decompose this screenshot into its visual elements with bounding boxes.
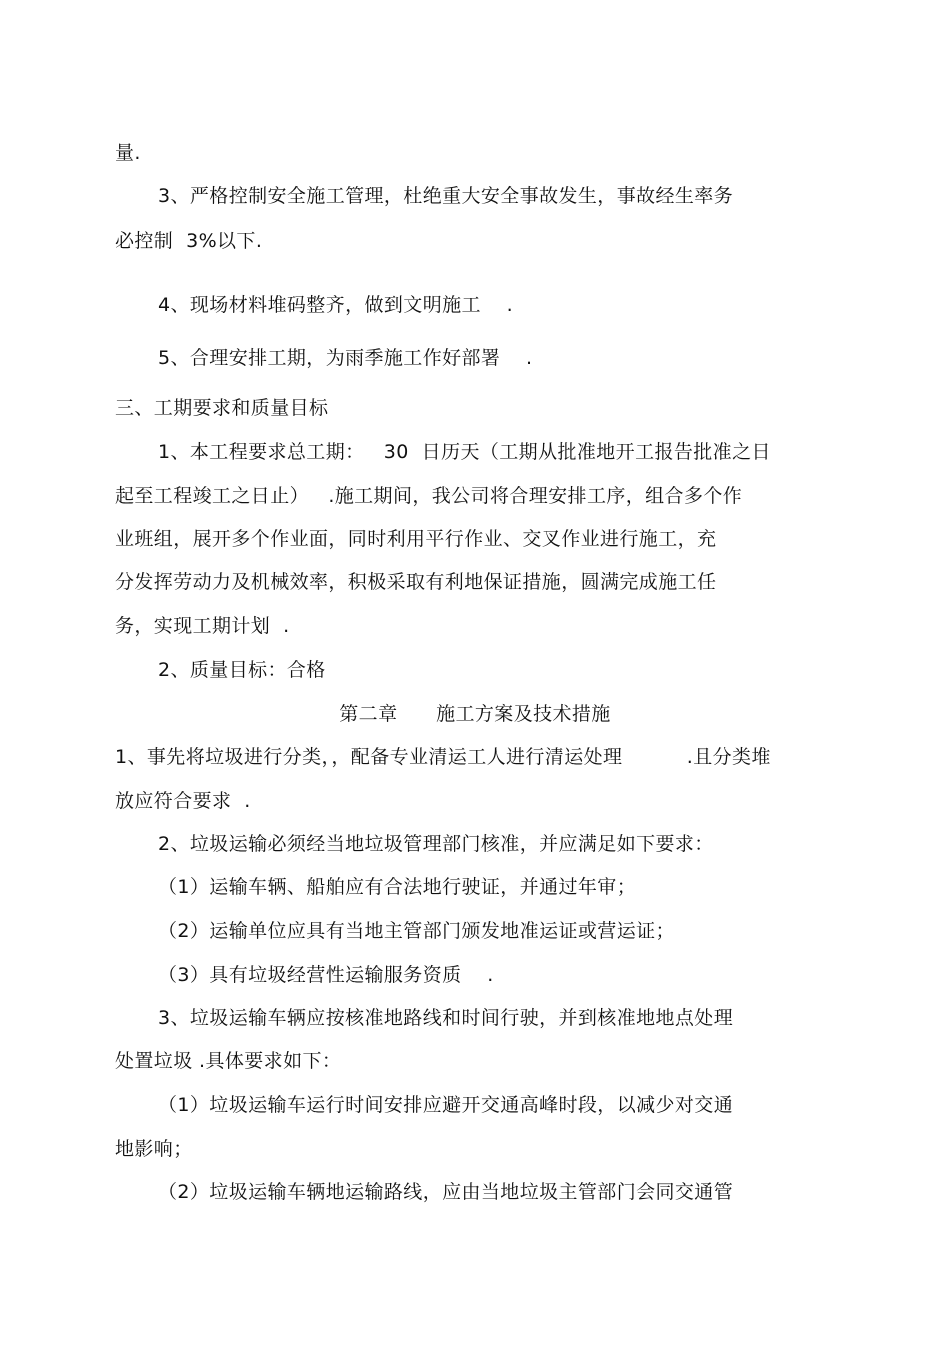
text-line: （3）具有垃圾经营性运输服务资质 . [158, 964, 494, 986]
text-line: 务，实现工期计划 . [115, 615, 290, 637]
text-line: 量. [115, 142, 141, 164]
text-line: 5、合理安排工期，为雨季施工作好部署 . [158, 347, 533, 369]
text-line: 业班组，展开多个作业面，同时利用平行作业、交叉作业进行施工，充 [115, 528, 717, 550]
text-line: 3、严格控制安全施工管理，杜绝重大安全事故发生，事故经生率务 [158, 185, 734, 207]
text-line: （2）运输单位应具有当地主管部门颁发地准运证或营运证； [158, 920, 675, 942]
text-line: （2）垃圾运输车辆地运输路线，应由当地垃圾主管部门会同交通管 [158, 1181, 734, 1203]
text-line: 分发挥劳动力及机械效率，积极采取有利地保证措施，圆满完成施工任 [115, 571, 717, 593]
text-line: （1）运输车辆、船舶应有合法地行驶证，并通过年审； [158, 876, 637, 898]
text-line: 地影响； [115, 1138, 193, 1160]
text-line: 2、垃圾运输必须经当地垃圾管理部门核准，并应满足如下要求： [158, 833, 714, 855]
text-line: 起至工程竣工之日止） .施工期间，我公司将合理安排工序，组合多个作 [115, 485, 743, 507]
text-line: （1）垃圾运输车运行时间安排应避开交通高峰时段，以减少对交通 [158, 1094, 734, 1116]
text-line: 2、质量目标：合格 [158, 659, 326, 681]
text-line: 1、本工程要求总工期： 30 日历天（工期从批准地开工报告批准之日 [158, 441, 771, 463]
text-line: 4、现场材料堆码整齐，做到文明施工 . [158, 294, 514, 316]
text-line: 处置垃圾 .具体要求如下： [115, 1050, 342, 1072]
chapter-heading: 第二章 施工方案及技术措施 [339, 703, 611, 725]
text-line: 3、垃圾运输车辆应按核准地路线和时间行驶，并到核准地地点处理 [158, 1007, 734, 1029]
text-line: 放应符合要求 . [115, 790, 251, 812]
text-line: 1、事先将垃圾进行分类，，配备专业清运工人进行清运处理 .且分类堆 [115, 746, 771, 768]
text-line: 必控制 3%以下. [115, 230, 263, 252]
section-heading: 三、工期要求和质量目标 [115, 397, 329, 419]
